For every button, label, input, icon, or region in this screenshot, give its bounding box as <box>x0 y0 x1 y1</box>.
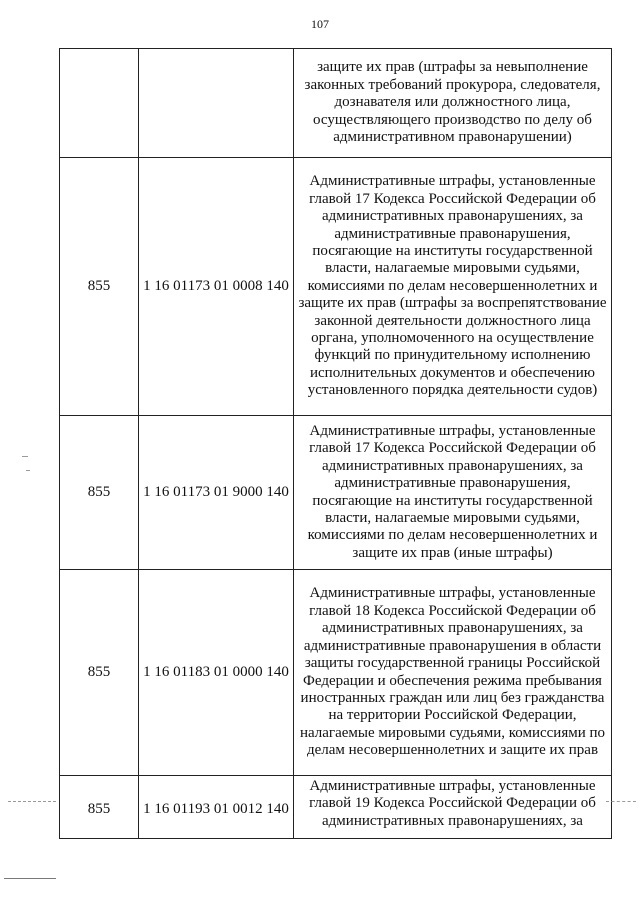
budget-code-cell: 1 16 01173 01 9000 140 <box>139 416 294 570</box>
revenue-codes-table <box>59 48 612 839</box>
table-row <box>60 49 612 158</box>
description-cell <box>294 776 612 839</box>
budget-code-cell: 1 16 01193 01 0012 140 <box>139 776 294 839</box>
table-row <box>60 416 612 570</box>
admin-code-cell: 855 <box>60 158 139 416</box>
description-text: Административные штрафы, установленные главой 17 Кодекса Российской Федерации об административных правонарушениях, за административные правонарушения, посягающие на институты государственной власти, налагаемые мировыми судьями, комиссиями по делам несовершеннолетних и защите их прав (иные штрафы) <box>307 422 598 561</box>
description-text: Административные штрафы, установленные главой 19 Кодекса Российской Федерации об административных правонарушениях, за <box>309 778 596 829</box>
table-row <box>60 570 612 776</box>
table-row <box>60 776 612 839</box>
scan-fold-line <box>606 801 636 802</box>
description-text: Административные штрафы, установленные главой 18 Кодекса Российской Федерации об административных правонарушениях, за административные правонарушения в области защиты государственной границы Российской Федерации и обеспечения режима пребывания иностранных граждан или лиц без гражданства на территории Российской Федерации, налагаемые мировыми судьями, комиссиями по делам несовершеннолетних и защите их прав <box>299 585 606 759</box>
description-cell <box>294 416 612 570</box>
scan-margin-tick <box>26 470 30 471</box>
description-cell <box>294 49 612 158</box>
description-text: Административные штрафы, установленные главой 17 Кодекса Российской Федерации об административных правонарушениях, за административные правонарушения, посягающие на институты государственной власти, налагаемые мировыми судьями, комиссиями по делам несовершеннолетних и защите их прав (штрафы за воспрепятствование законной деятельности должностного лица органа, уполномоченного на осуществление функций по принудительному исполнению исполнительных документов и обеспечению установленного порядка деятельности судов) <box>298 173 607 399</box>
budget-code-cell <box>139 49 294 158</box>
description-text: защите их прав (штрафы за невыполнение законных требований прокурора, следователя, дознавателя или должностного лица, осуществляющего производство по делу об административном правонарушении) <box>304 59 601 146</box>
table-row <box>60 158 612 416</box>
admin-code-cell: 855 <box>60 570 139 776</box>
budget-code-cell: 1 16 01183 01 0000 140 <box>139 570 294 776</box>
budget-code-cell: 1 16 01173 01 0008 140 <box>139 158 294 416</box>
description-cell <box>294 158 612 416</box>
scan-margin-tick <box>22 456 28 457</box>
scan-fold-line <box>8 801 56 802</box>
admin-code-cell <box>60 49 139 158</box>
description-cell <box>294 570 612 776</box>
scan-bottom-rule <box>4 878 56 879</box>
admin-code-cell: 855 <box>60 416 139 570</box>
page-number: 107 <box>311 17 329 31</box>
description-clip <box>298 778 607 834</box>
admin-code-cell: 855 <box>60 776 139 839</box>
